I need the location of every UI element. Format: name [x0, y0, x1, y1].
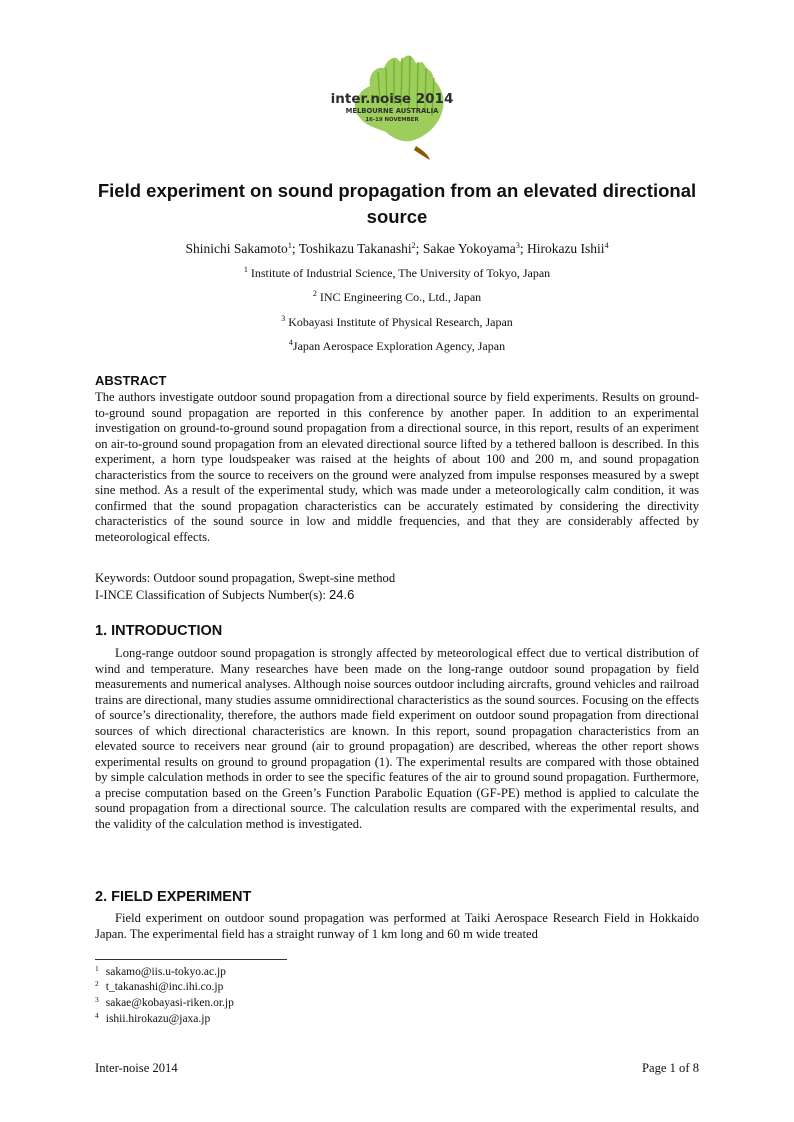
classification-number: 24.6 — [329, 587, 355, 602]
footer-page-number: Page 1 of 8 — [641, 1061, 699, 1075]
footnote: $^2$ t_takanashi@inc.ihi.co.jp — [95, 979, 224, 993]
affiliation: $^2$ INC Engineering Co., Ltd., Japan — [312, 289, 482, 304]
author-list — [80, 240, 714, 258]
footnote-rule — [95, 959, 287, 960]
conference-logo — [330, 46, 455, 162]
title-line-2: source — [366, 206, 428, 227]
section-heading-introduction: 1. INTRODUCTION — [95, 623, 223, 639]
author: Toshikazu Takanashi$^2$; — [298, 241, 423, 256]
footnote: $^3$ sakae@kobayasi-riken.or.jp — [95, 995, 234, 1009]
author: Shinichi Sakamoto$^1$; — [185, 241, 299, 256]
author: Hirokazu Ishii$^4$ — [526, 241, 609, 256]
footer-conference: Inter-noise 2014 — [95, 1061, 178, 1075]
author: Sakae Yokoyama$^3$; — [422, 241, 527, 256]
logo-city: MELBOURNE AUSTRALIA — [345, 107, 439, 115]
section-heading-field-experiment: 2. FIELD EXPERIMENT — [95, 889, 252, 905]
footnote-email: sakamo@iis.u-tokyo.ac.jp — [105, 966, 226, 978]
affiliation: $^4$Japan Aerospace Exploration Agency, Japan — [288, 338, 506, 353]
classification: I-INCE Classification of Subjects Number(s): 24.6 — [95, 587, 355, 602]
paper-title — [80, 178, 714, 230]
abstract-text: The authors investigate outdoor sound propagation from a directional source by field experiments. Results on ground-to-ground sound propagation are reported in this conference by another paper. In addition to an experimental investigation on ground-to-ground sound propagation from a directional source, in this report, results of an experiment on air-to-ground sound propagation from an elevated directional source lifted by a tethered balloon is described. In this experiment, a horn type loudspeaker was raised at the heights of about 100 and 200 m, and sound propagation characteristics from the source to receivers on the ground were analyzed from impulse responses measured by a swept sine method. As a result of the experimental study, which was made under a meteorologically calm condition, it was confirmed that the sound propagation characteristics can be accurately estimated by considering the directivity characteristics of the sound source in low and middle frequencies, and that they are considerably affected by meteorological effects. — [95, 390, 699, 544]
affiliation: $^1$ Institute of Industrial Science, The University of Tokyo, Japan — [243, 265, 551, 280]
field-experiment-text: Field experiment on outdoor sound propagation was performed at Taiki Aerospace Research Field in Hokkaido Japan. The experimental field has a straight runway of 1 km long and 60 m wide treated — [95, 911, 699, 941]
affiliation: $^3$ Kobayasi Institute of Physical Research, Japan — [281, 314, 513, 329]
logo-dates: 16-19 NOVEMBER — [365, 117, 419, 123]
introduction-text: Long-range outdoor sound propagation is strongly affected by meteorological effect due to vertical distribution of wind and temperature. Many researches have been made on the long-range outdoor sound propagation by field measurements and numerical analyses. Although noise sources outdoor including aircrafts, ground vehicles and railroad trains are directional, many studies assume omnidirectional characteristics as the sound sources. Focusing on the effects of source’s directionality, therefore, the authors made field experiment on outdoor sound propagation from directional sources of which directional characteristics are known. In this report, sound propagation characteristics from an elevated source to receivers near ground (air to ground propagation) are described, whereas the other report shows experimental results on ground to ground propagation (1). The experimental results are compared with those obtained by simple calculation methods in order to see the specific features of the air to ground sound propagation. Furthermore, a precise computation based on the Green’s Function Parabolic Equation (GF-PE) method is applied to calculate the sound propagation from a directional source. The calculation results are compared with the experimental results, and the validity of the calculation method is investigated. — [95, 646, 699, 831]
footnote: $^1$ sakamo@iis.u-tokyo.ac.jp — [95, 964, 226, 978]
logo-name: inter.noise 2014 — [330, 91, 454, 107]
keywords: Keywords: Outdoor sound propagation, Swept-sine method — [95, 571, 396, 585]
footnote-email: ishii.hirokazu@jaxa.jp — [105, 1013, 211, 1025]
australia-map-icon — [330, 46, 455, 162]
title-line-1: Field experiment on sound propagation from an elevated directional — [97, 180, 697, 201]
footnote: $^4$ ishii.hirokazu@jaxa.jp — [95, 1011, 211, 1025]
footnote-email: t_takanashi@inc.ihi.co.jp — [105, 981, 224, 993]
footnote-email: sakae@kobayasi-riken.or.jp — [105, 997, 234, 1009]
abstract-heading: ABSTRACT — [95, 373, 167, 388]
